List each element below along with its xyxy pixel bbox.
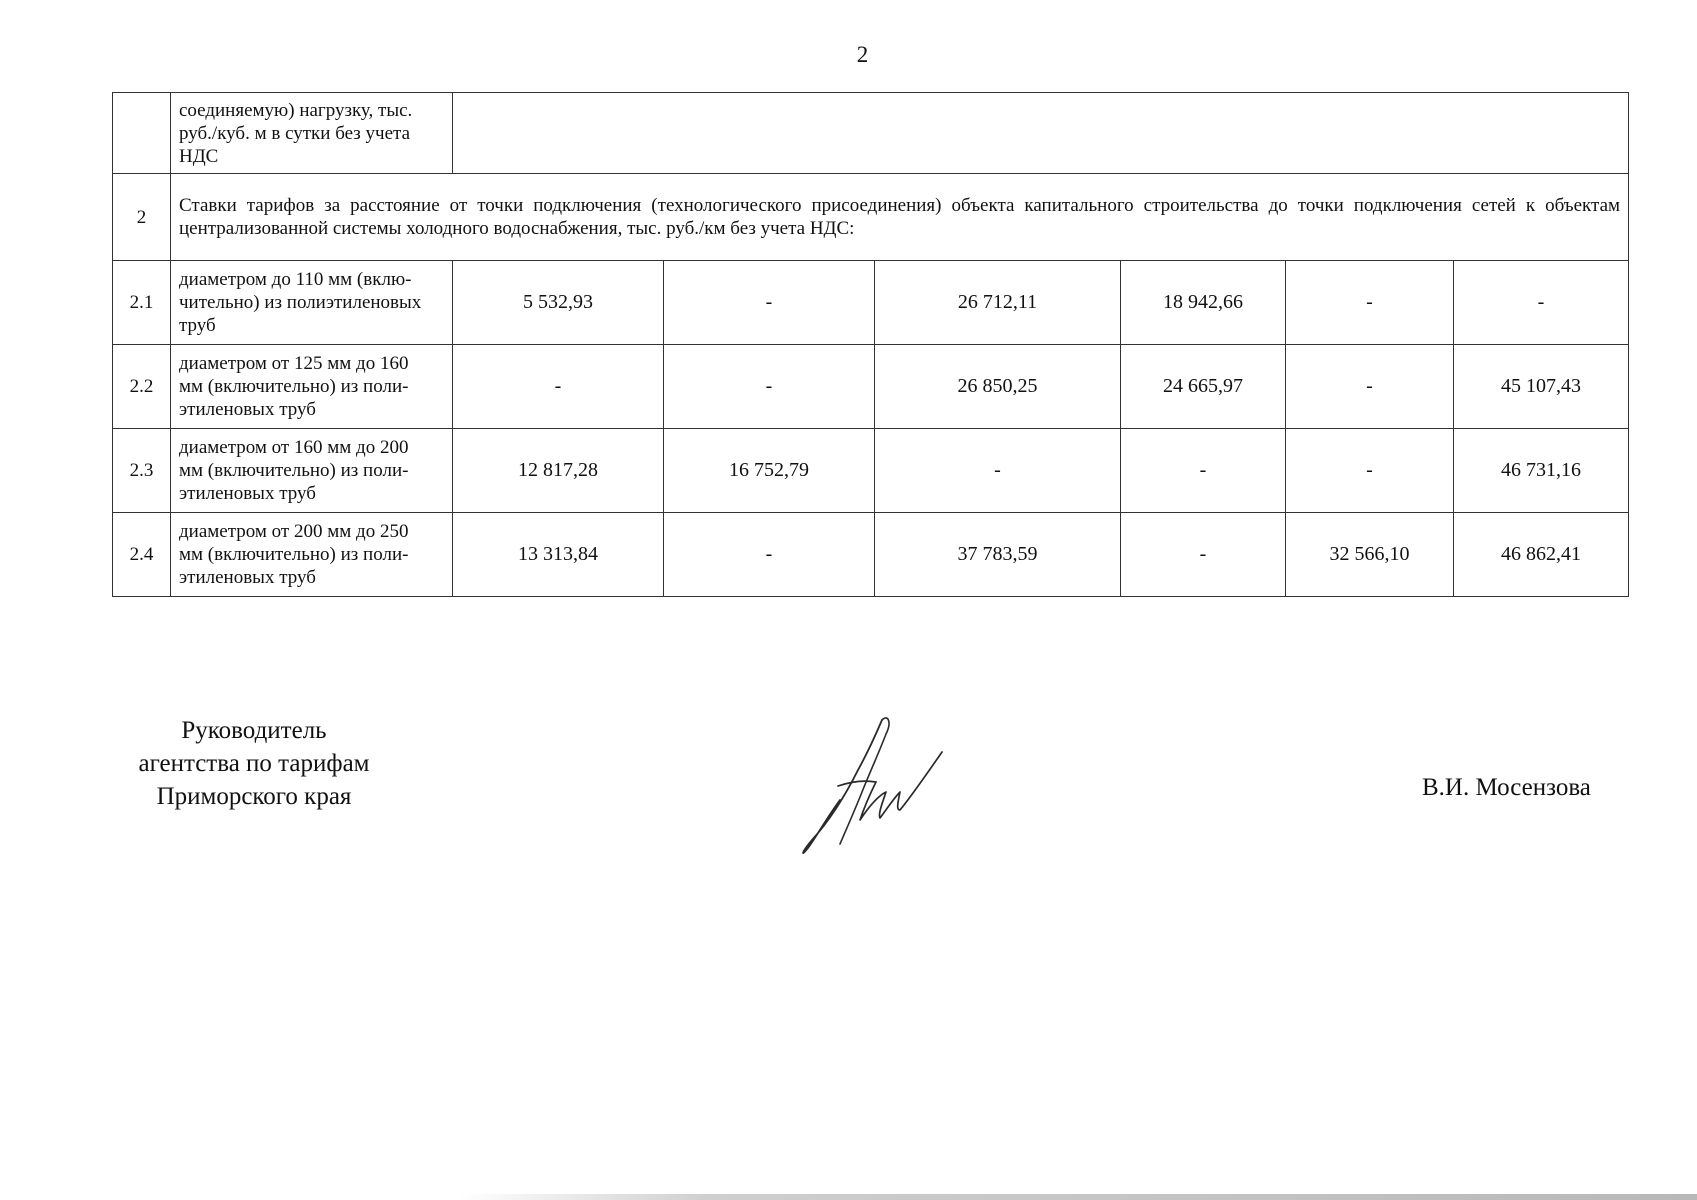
row-description-line: этиленовых труб [179,567,316,588]
table-row-section [113,174,1629,261]
tariff-value: 24 665,97 [1121,345,1286,429]
tariff-value: 26 850,25 [875,345,1121,429]
row-description-line: диаметром от 125 мм до 160 [179,353,409,374]
empty-merged-cell [453,93,1629,174]
table-row [113,429,1629,513]
signer-name: В.И. Мосензова [1422,774,1591,801]
row-description-line: соединяемую) нагрузку, тыс. [179,99,413,121]
section-heading: Ставки тарифов за расстояние от точки подключения (технологического присоединения) объекта капитального строительства до точки подключения сетей к объектам централизованной системы холодного водоснабжения, тыс. руб./км без учета НДС: [171,174,1629,261]
tariff-value: 32 566,10 [1286,513,1454,597]
table-row [113,345,1629,429]
signature-stroke [838,752,942,820]
tariff-value: - [453,345,664,429]
tariff-value: 18 942,66 [1121,261,1286,345]
signer-position-line: агентства по тарифам [138,750,370,777]
tariff-table [112,92,1629,597]
tariff-value: - [1454,261,1629,345]
row-number: 2.4 [113,513,171,597]
row-description-line: этиленовых труб [179,483,316,504]
tariff-value: - [1121,513,1286,597]
row-description-line: диаметром до 110 мм (вклю- [179,269,412,290]
tariff-value: - [1121,429,1286,513]
handwritten-signature [798,712,948,857]
section-number: 2 [113,174,171,261]
row-number [113,93,171,174]
signer-position-line: Руководитель [181,717,327,744]
tariff-value: 26 712,11 [875,261,1121,345]
tariff-value: 13 313,84 [453,513,664,597]
tariff-value: - [1286,429,1454,513]
row-description-line: чительно) из полиэтиленовых [179,292,422,313]
table-row [113,261,1629,345]
signer-position [104,714,404,813]
tariff-value: - [664,513,875,597]
row-description-line: мм (включительно) из поли- [179,544,409,565]
row-description-line: труб [179,315,216,336]
tariff-value: - [664,345,875,429]
tariff-value: - [664,261,875,345]
tariff-value: - [1286,345,1454,429]
row-description-line: НДС [179,145,219,167]
tariff-value: 5 532,93 [453,261,664,345]
row-description-line: диаметром от 160 мм до 200 [179,437,409,458]
page-number: 2 [856,42,869,67]
signer-position-line: Приморского края [156,783,352,810]
row-number: 2.1 [113,261,171,345]
row-description [171,261,453,345]
tariff-value: 45 107,43 [1454,345,1629,429]
row-description-line: мм (включительно) из поли- [179,376,409,397]
tariff-value: - [875,429,1121,513]
row-description-line: мм (включительно) из поли- [179,460,409,481]
row-description-line: этиленовых труб [179,399,316,420]
row-description-line: диаметром от 200 мм до 250 [179,521,409,542]
tariff-value: 37 783,59 [875,513,1121,597]
row-description [171,513,453,597]
row-number: 2.3 [113,429,171,513]
table-row-continuation [113,93,1629,174]
tariff-value: - [1286,261,1454,345]
tariff-value: 16 752,79 [664,429,875,513]
tariff-value: 12 817,28 [453,429,664,513]
row-number: 2.2 [113,345,171,429]
row-description [171,93,453,174]
row-description [171,345,453,429]
table-row [113,513,1629,597]
tariff-value: 46 731,16 [1454,429,1629,513]
row-description-line: руб./куб. м в сутки без учета [179,122,410,144]
tariff-value: 46 862,41 [1454,513,1629,597]
signature-stroke [803,720,882,853]
row-description [171,429,453,513]
scan-shadow [460,1194,1697,1200]
